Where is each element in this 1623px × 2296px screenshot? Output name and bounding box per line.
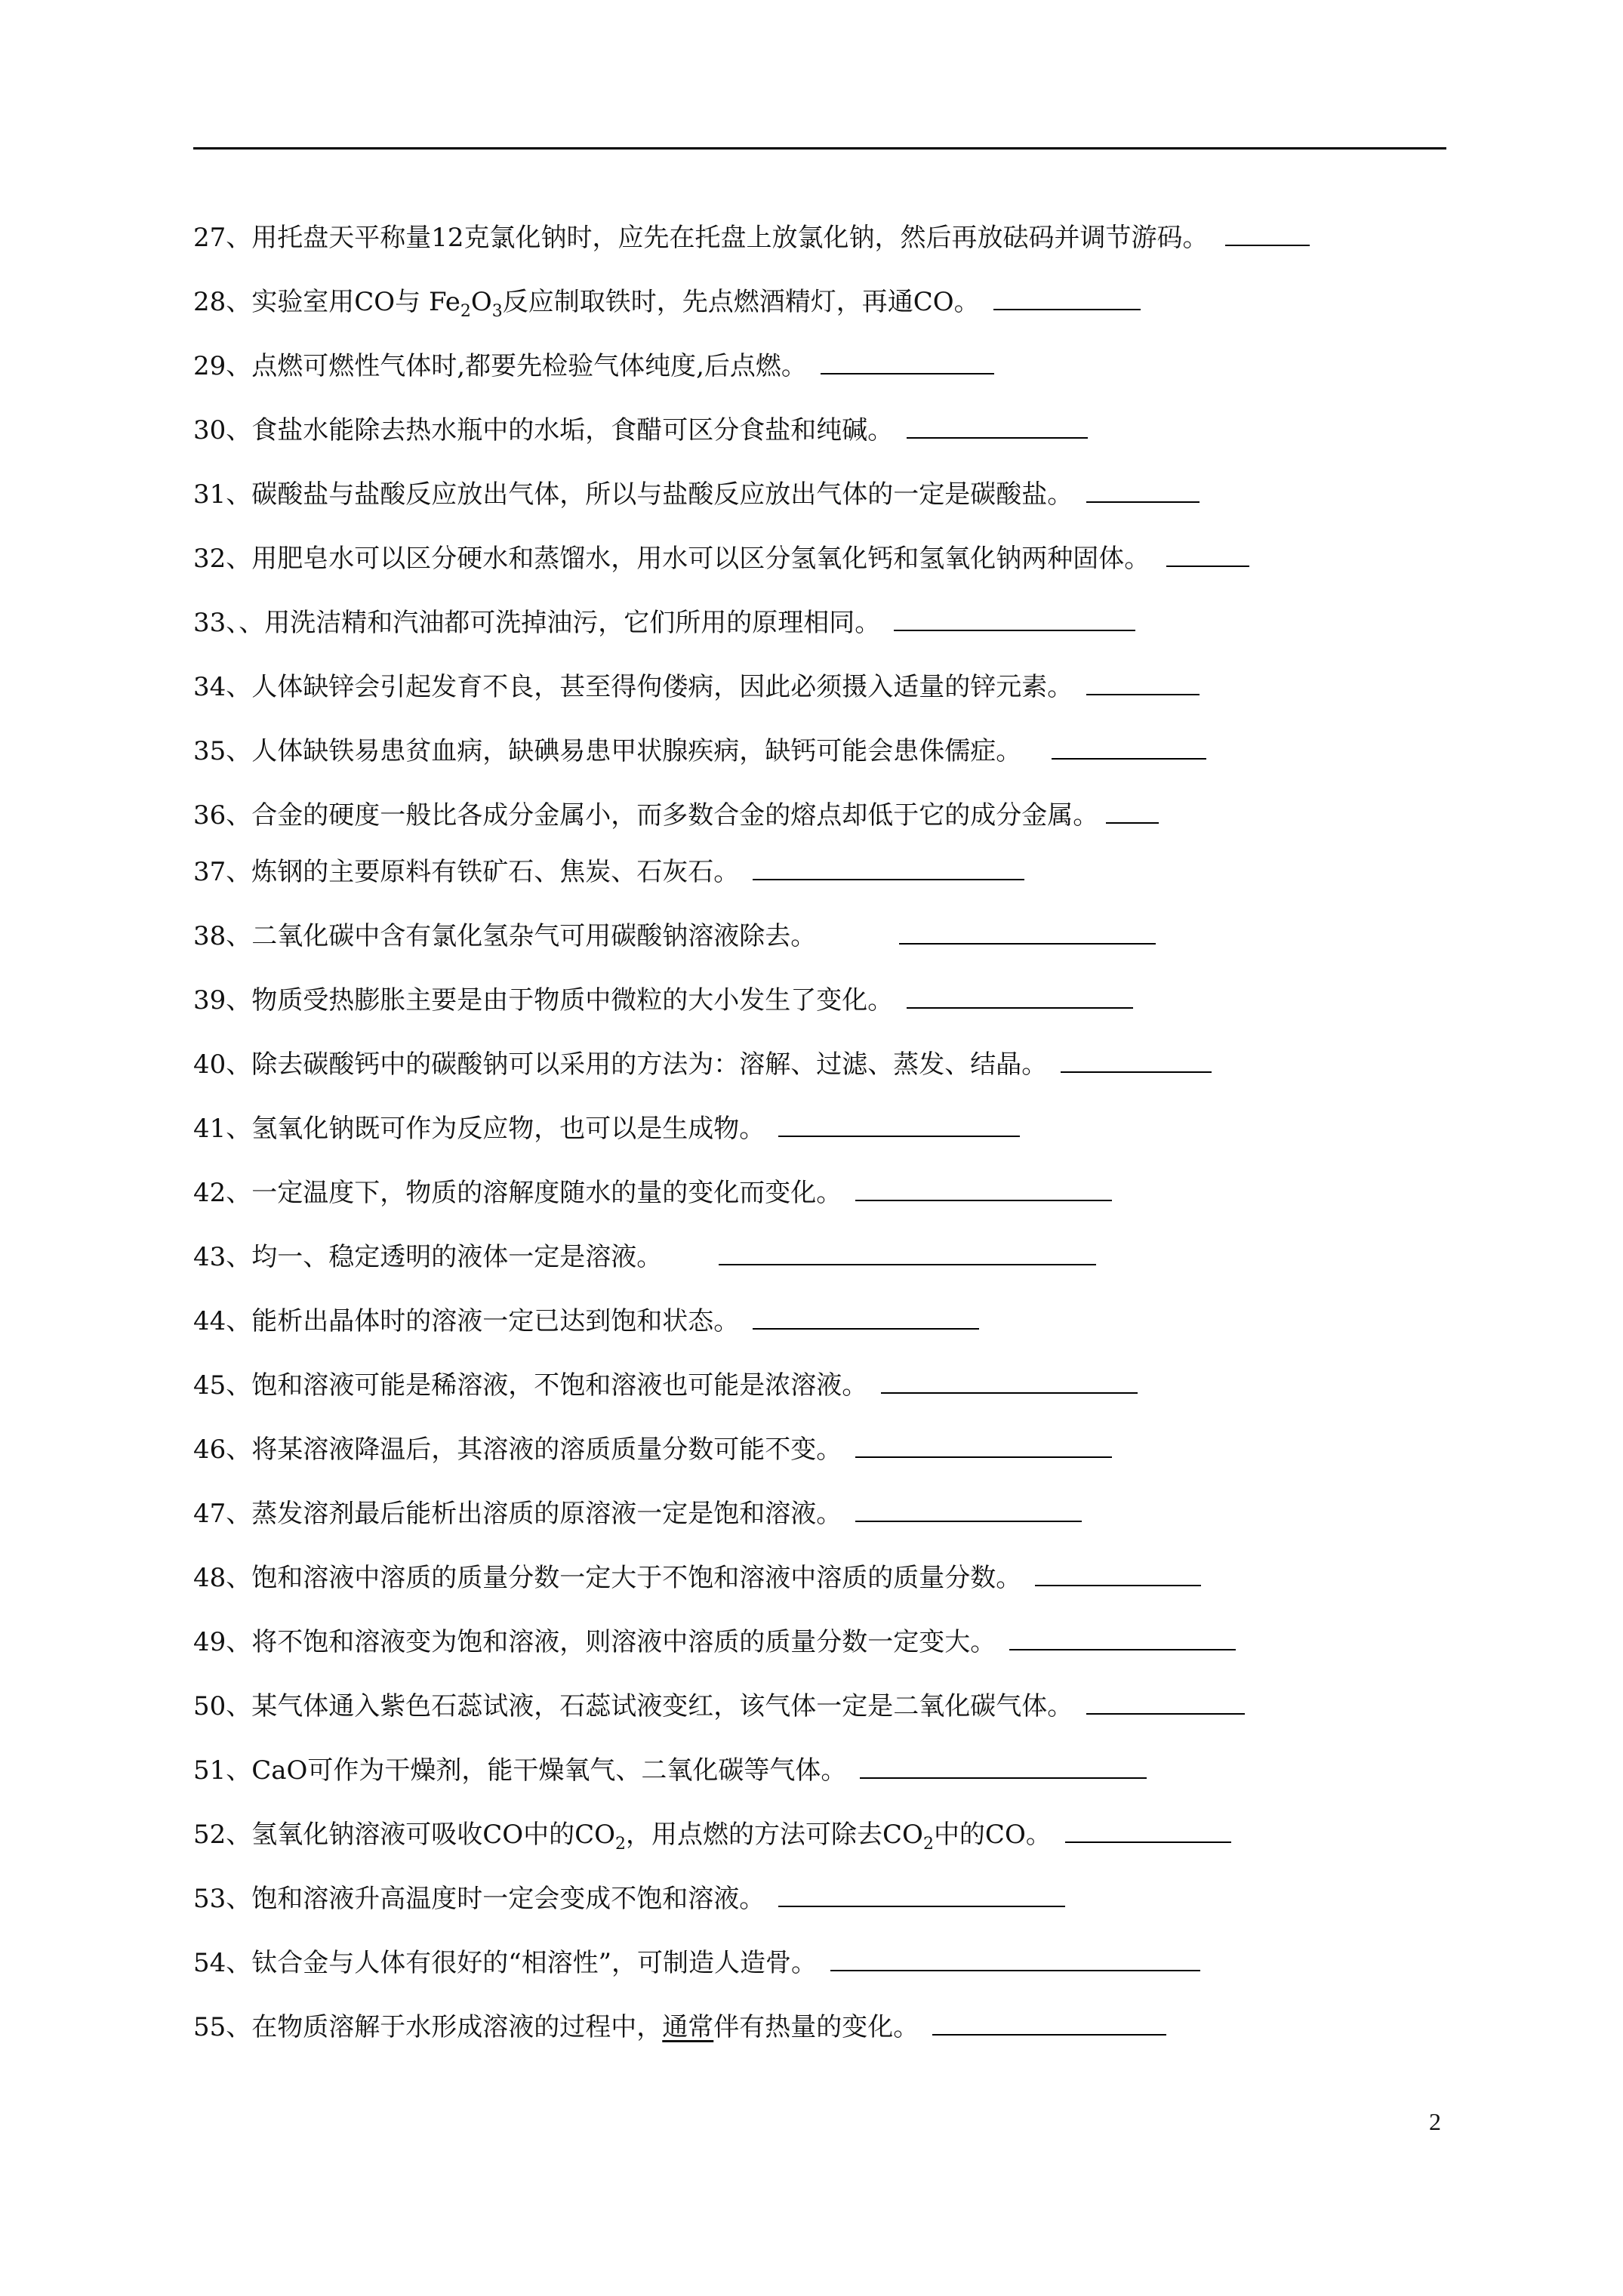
question-46 xyxy=(193,1431,1112,1467)
question-text: 饱和溶液中溶质的质量分数一定大于不饱和溶液中溶质的质量分数。 xyxy=(251,1563,1022,1593)
question-45 xyxy=(193,1367,1138,1403)
question-39 xyxy=(193,982,1133,1018)
question-number: 50、 xyxy=(193,1691,252,1721)
question-36 xyxy=(193,797,1159,833)
question-number: 30、 xyxy=(193,415,252,445)
question-number: 46、 xyxy=(193,1435,252,1465)
answer-blank[interactable] xyxy=(1061,1046,1212,1073)
question-32 xyxy=(193,540,1249,576)
question-text: 蒸发溶剂最后能析出溶质的原溶液一定是饱和溶液。 xyxy=(251,1499,842,1529)
answer-blank[interactable] xyxy=(1086,668,1200,695)
header-rule xyxy=(193,147,1446,149)
question-30 xyxy=(193,411,1088,448)
question-number: 51、 xyxy=(193,1755,252,1786)
question-number: 44、 xyxy=(193,1306,252,1336)
question-text: 点燃可燃性气体时,都要先检验气体纯度,后点燃。 xyxy=(251,351,807,381)
question-text: 在物质溶解于水形成溶液的过程中， xyxy=(251,2012,663,2042)
answer-blank[interactable] xyxy=(907,982,1133,1009)
answer-blank[interactable] xyxy=(855,1431,1112,1458)
question-number: 55、 xyxy=(193,2012,252,2042)
question-number: 39、 xyxy=(193,985,252,1015)
question-text: 食盐水能除去热水瓶中的水垢，食醋可区分食盐和纯碱。 xyxy=(251,415,894,445)
question-number: 53、 xyxy=(193,1884,252,1914)
question-number: 52、 xyxy=(193,1820,252,1850)
question-text: 炼钢的主要原料有铁矿石、焦炭、石灰石。 xyxy=(251,857,740,887)
question-number: 42、 xyxy=(193,1178,252,1208)
question-text: 反应制取铁时，先点燃酒精灯，再通CO。 xyxy=(502,287,980,317)
question-37 xyxy=(193,853,1024,889)
question-27 xyxy=(193,219,1310,255)
question-text: 一定温度下，物质的溶解度随水的量的变化而变化。 xyxy=(251,1178,842,1208)
question-text: 碳酸盐与盐酸反应放出气体，所以与盐酸反应放出气体的一定是碳酸盐。 xyxy=(251,479,1073,510)
question-number: 28、 xyxy=(193,287,252,317)
answer-blank[interactable] xyxy=(1086,476,1200,503)
question-29 xyxy=(193,347,994,384)
question-number: 41、 xyxy=(193,1114,252,1144)
question-number: 33、 xyxy=(193,608,239,638)
answer-blank[interactable] xyxy=(1166,540,1249,567)
question-48 xyxy=(193,1559,1201,1595)
question-number: 43、 xyxy=(193,1242,252,1272)
emphasized-text: 通常 xyxy=(662,2012,714,2042)
subscript: 2 xyxy=(460,301,471,321)
answer-blank[interactable] xyxy=(821,347,994,374)
question-28 xyxy=(193,283,1141,319)
question-text: 伴有热量的变化。 xyxy=(713,2012,919,2042)
question-text: 实验室用CO与 Fe xyxy=(251,287,460,317)
question-55 xyxy=(193,2008,1166,2045)
subscript: 2 xyxy=(922,1834,934,1854)
answer-blank[interactable] xyxy=(894,604,1135,631)
question-51 xyxy=(193,1752,1147,1788)
question-50 xyxy=(193,1687,1245,1724)
question-number: 32、 xyxy=(193,544,252,574)
question-43 xyxy=(193,1238,1096,1274)
answer-blank[interactable] xyxy=(1086,1687,1245,1715)
answer-blank[interactable] xyxy=(778,1880,1065,1907)
question-34 xyxy=(193,668,1200,704)
question-text: 用托盘天平称量12克氯化钠时，应先在托盘上放氯化钠，然后再放砝码并调节游码。 xyxy=(251,223,1209,253)
question-47 xyxy=(193,1495,1082,1531)
question-text: 钛合金与人体有很好的“相溶性”，可制造人造骨。 xyxy=(251,1948,818,1978)
question-number: 38、 xyxy=(193,921,252,951)
question-text: 饱和溶液升高温度时一定会变成不饱和溶液。 xyxy=(251,1884,765,1914)
question-number: 36、 xyxy=(193,800,252,831)
question-number: 37、 xyxy=(193,857,252,887)
question-number: 34、 xyxy=(193,672,252,702)
question-number: 35、 xyxy=(193,736,252,766)
question-53 xyxy=(193,1880,1065,1916)
answer-blank[interactable] xyxy=(1035,1559,1201,1586)
answer-blank[interactable] xyxy=(753,853,1024,880)
question-54 xyxy=(193,1944,1200,1980)
question-number: 29、 xyxy=(193,351,252,381)
answer-blank[interactable] xyxy=(993,283,1141,310)
question-number: 27、 xyxy=(193,223,252,253)
question-text: 饱和溶液可能是稀溶液，不饱和溶液也可能是浓溶液。 xyxy=(251,1370,868,1401)
subscript: 2 xyxy=(615,1834,627,1854)
question-number: 48、 xyxy=(193,1563,252,1593)
question-text: 用肥皂水可以区分硬水和蒸馏水，用水可以区分氢氧化钙和氢氧化钠两种固体。 xyxy=(251,544,1150,574)
question-35 xyxy=(193,732,1206,769)
question-33 xyxy=(193,604,1135,640)
question-number: 40、 xyxy=(193,1049,252,1080)
question-text: 合金的硬度一般比各成分金属小，而多数合金的熔点却低于它的成分金属。 xyxy=(251,800,1099,831)
subscript: 3 xyxy=(491,301,503,321)
question-number: 45、 xyxy=(193,1370,252,1401)
answer-blank[interactable] xyxy=(907,411,1088,439)
answer-blank[interactable] xyxy=(1225,219,1310,246)
question-text: 氢氧化钠溶液可吸收CO中的CO xyxy=(251,1820,616,1850)
page-number: 2 xyxy=(1429,2108,1441,2135)
answer-blank[interactable] xyxy=(1106,797,1159,824)
question-text: 二氧化碳中含有氯化氢杂气可用碳酸钠溶液除去。 xyxy=(251,921,817,951)
question-text: 、用洗洁精和汽油都可洗掉油污，它们所用的原理相同。 xyxy=(239,608,881,638)
question-text: 某气体通入紫色石蕊试液，石蕊试液变红，该气体一定是二氧化碳气体。 xyxy=(251,1691,1073,1721)
question-text: 均一、稳定透明的液体一定是溶液。 xyxy=(251,1242,663,1272)
question-text: 物质受热膨胀主要是由于物质中微粒的大小发生了变化。 xyxy=(251,985,894,1015)
question-44 xyxy=(193,1302,979,1339)
question-text: 能析出晶体时的溶液一定已达到饱和状态。 xyxy=(251,1306,740,1336)
answer-blank[interactable] xyxy=(855,1495,1082,1522)
question-text: O xyxy=(470,287,492,317)
question-42 xyxy=(193,1174,1112,1210)
answer-blank[interactable] xyxy=(855,1174,1112,1201)
question-41 xyxy=(193,1110,1020,1146)
answer-blank[interactable] xyxy=(881,1367,1138,1394)
question-40 xyxy=(193,1046,1212,1082)
question-38 xyxy=(193,917,1156,954)
question-52 xyxy=(193,1816,1231,1852)
question-text: 中的CO。 xyxy=(933,1820,1052,1850)
question-text: 氢氧化钠既可作为反应物，也可以是生成物。 xyxy=(251,1114,765,1144)
answer-blank[interactable] xyxy=(860,1752,1147,1779)
question-text: 人体缺铁易患贫血病，缺碘易患甲状腺疾病，缺钙可能会患侏儒症。 xyxy=(251,736,1022,766)
answer-blank[interactable] xyxy=(932,2008,1166,2036)
answer-blank[interactable] xyxy=(1065,1816,1231,1843)
question-number: 54、 xyxy=(193,1948,252,1978)
question-text: CaO可作为干燥剂，能干燥氧气、二氧化碳等气体。 xyxy=(251,1755,847,1786)
answer-blank[interactable] xyxy=(1009,1623,1236,1650)
question-text: 人体缺锌会引起发育不良，甚至得佝偻病，因此必须摄入适量的锌元素。 xyxy=(251,672,1073,702)
answer-blank[interactable] xyxy=(899,917,1156,945)
question-text: 除去碳酸钙中的碳酸钠可以采用的方法为：溶解、过滤、蒸发、结晶。 xyxy=(251,1049,1048,1080)
answer-blank[interactable] xyxy=(830,1944,1200,1971)
question-49 xyxy=(193,1623,1236,1660)
question-number: 49、 xyxy=(193,1627,252,1657)
question-31 xyxy=(193,476,1200,512)
question-text: 将不饱和溶液变为饱和溶液，则溶液中溶质的质量分数一定变大。 xyxy=(251,1627,996,1657)
answer-blank[interactable] xyxy=(1052,732,1206,760)
answer-blank[interactable] xyxy=(719,1238,1096,1265)
answer-blank[interactable] xyxy=(753,1302,979,1330)
question-text: 将某溶液降温后，其溶液的溶质质量分数可能不变。 xyxy=(251,1435,842,1465)
question-number: 31、 xyxy=(193,479,252,510)
answer-blank[interactable] xyxy=(778,1110,1020,1137)
question-text: ，用点燃的方法可除去CO xyxy=(626,1820,923,1850)
question-number: 47、 xyxy=(193,1499,252,1529)
